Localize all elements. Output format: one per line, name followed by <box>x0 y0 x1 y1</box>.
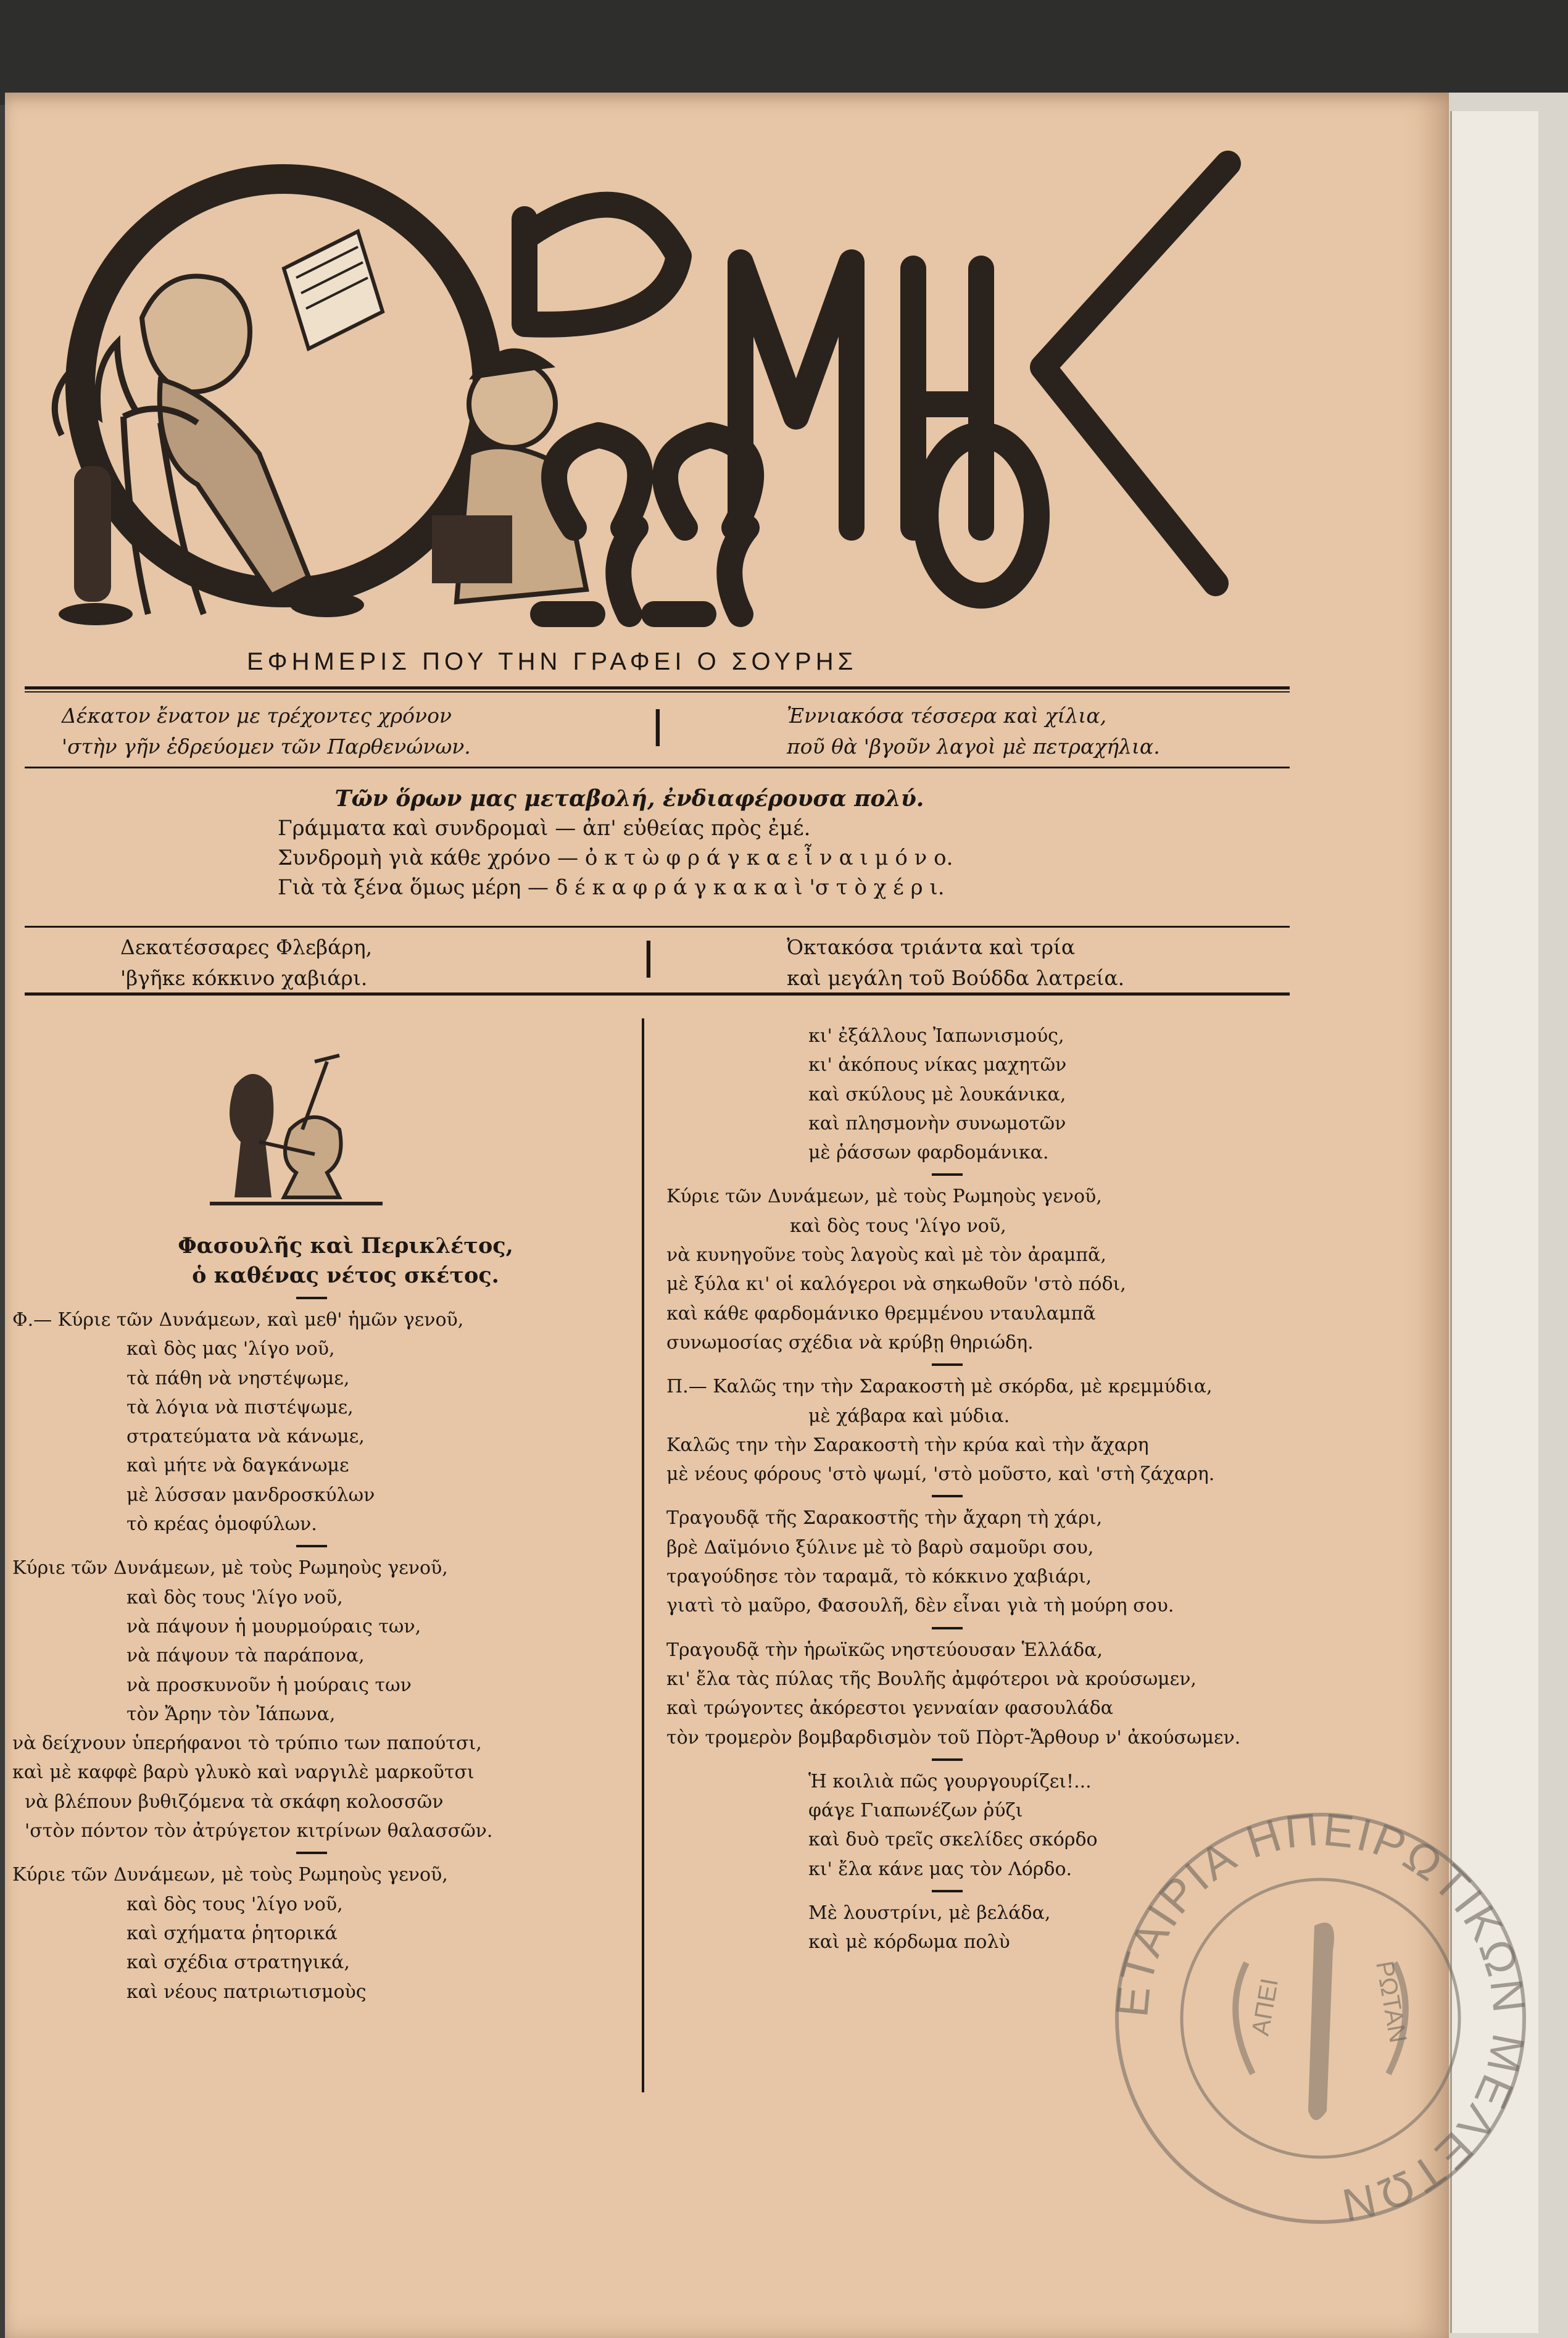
verse-line: τὰ λόγια νὰ πιστέψωμε, <box>127 1396 354 1418</box>
stanza <box>666 1021 1376 1167</box>
verse-line: καὶ δὸς μας 'λίγο νοῦ, <box>127 1338 335 1360</box>
verse-line: νὰ δείχνουν ὑπερήφανοι τὸ τρύπιο των παπούτσι, <box>12 1733 482 1755</box>
dateline-right-line: Ὀκτακόσα τριάντα καὶ τρία <box>787 935 1076 959</box>
dateline-left-line: Δεκατέσσαρες Φλεβάρη, <box>120 935 373 959</box>
verse-line: τραγούδησε τὸν ταραμᾶ, τὸ κόκκινο χαβιάρι, <box>666 1566 1092 1588</box>
masthead-illustration <box>37 145 1271 651</box>
section-dash <box>932 1363 963 1366</box>
verse-line: Κύριε τῶν Δυνάμεων, μὲ τοὺς Ρωμηοὺς γενοῦ, <box>12 1557 448 1579</box>
separator-mark: | <box>642 935 655 978</box>
verse-line: νὰ κυνηγοῦνε τοὺς λαγοὺς καὶ μὲ τὸν ἀραμπᾶ, <box>666 1244 1106 1267</box>
verse-line: καὶ μήτε νὰ δαγκάνωμε <box>127 1455 349 1477</box>
verse-line: νὰ βλέπουν βυθιζόμενα τὰ σκάφη κολοσσῶν <box>25 1791 444 1813</box>
verse-line: καὶ κάθε φαρδομάνικο θρεμμένου νταυλαμπᾶ <box>666 1302 1096 1325</box>
masthead-subtitle: ΕΦΗΜΕΡΙΣ ΠΟΥ ΤΗΝ ΓΡΑΦΕΙ Ο ΣΟΥΡΗΣ <box>247 648 858 675</box>
section-dash <box>932 1890 963 1892</box>
section-dash <box>932 1173 963 1176</box>
verse-line: τὸ κρέας ὁμοφύλων. <box>127 1513 317 1536</box>
verse-line: τὰ πάθη νὰ νηστέψωμε, <box>127 1367 350 1389</box>
verse-line: καὶ μὲ καφφὲ βαρὺ γλυκὸ καὶ ναργιλὲ μαρκοῦτσι <box>12 1762 475 1784</box>
verse-line: καὶ δὸς τους 'λίγο νοῦ, <box>127 1586 343 1608</box>
stamp-inner-left: ΑΠΕΙ <box>1247 1976 1284 2038</box>
motto-left-line: Δέκατον ἔνατον με τρέχοντες χρόνον <box>62 704 452 728</box>
subscription-heading: Τῶν ὅρων μας μεταβολή, ἐνδιαφέρουσα πολύ. <box>334 786 924 812</box>
dateline-left <box>120 932 614 994</box>
verse-line: τὸν τρομερὸν βομβαρδισμὸν τοῦ Πὸρτ-Ἄρθουρ ν' ἀκούσωμεν. <box>666 1726 1241 1749</box>
section-dash <box>296 1297 327 1299</box>
book-binding <box>0 0 1568 105</box>
dateline-right <box>787 932 1342 994</box>
verse-line: νὰ πάψουν τὰ παράπονα, <box>127 1645 365 1667</box>
verse-line: καὶ τρώγοντες ἀκόρεστοι γενναίαν φασουλάδα <box>666 1697 1114 1720</box>
verse-line: μὲ λύσσαν μανδροσκύλων <box>127 1484 375 1506</box>
poem-title: Φασουλῆς καὶ Περικλέτος, <box>178 1233 513 1258</box>
verse-line: καὶ σκύλους μὲ λουκάνικα, <box>808 1083 1066 1105</box>
poem-subtitle: ὁ καθένας νέτος σκέτος. <box>192 1263 499 1288</box>
separator-mark: | <box>651 704 665 747</box>
verse-line: κι' ἔλα κάνε μας τὸν Λόρδο. <box>808 1858 1072 1880</box>
column-divider <box>642 1018 644 2092</box>
figures-illustration <box>210 1049 383 1210</box>
verse-line: Μὲ λουστρίνι, μὲ βελάδα, <box>808 1902 1051 1924</box>
subscription-line: Γράμματα καὶ συνδρομαὶ — ἀπ' εὐθείας πρὸς ἐμέ. <box>278 816 811 841</box>
rule-motto <box>25 767 1290 768</box>
subscription-block <box>259 784 1000 902</box>
section-dash <box>296 1852 327 1854</box>
rule-top <box>25 686 1290 689</box>
verse-line: Φ.— Κύριε τῶν Δυνάμεων, καὶ μεθ' ἡμῶν γενοῦ, <box>12 1309 464 1331</box>
rule-dateline-bottom <box>25 992 1290 996</box>
motto-left-line: 'στὴν γῆν ἑδρεύομεν τῶν Παρθενώνων. <box>62 734 471 759</box>
masthead <box>37 145 1271 651</box>
verse-line: νὰ προσκυνοῦν ἡ μούραις των <box>127 1674 412 1696</box>
verse-line: 'στὸν πόντον τὸν ἀτρύγετον κιτρίνων θαλασσῶν. <box>25 1820 493 1842</box>
verse-line: γιατὶ τὸ μαῦρο, Φασουλῆ, δὲν εἶναι γιὰ τὴ μούρη σου. <box>666 1595 1174 1617</box>
verse-line: στρατεύματα νὰ κάνωμε, <box>127 1426 365 1448</box>
section-dash <box>932 1627 963 1629</box>
verse-line: καὶ νέους πατριωτισμοὺς <box>127 1981 367 2003</box>
verse-line: βρὲ Δαϊμόνιο ξύλινε μὲ τὸ βαρὺ σαμοῦρι σου, <box>666 1536 1094 1558</box>
section-dash <box>296 1545 327 1547</box>
left-column <box>12 1231 629 2007</box>
subscription-line: Γιὰ τὰ ξένα ὅμως μέρη — δ έ κ α φ ρ ά γ κ α κ α ὶ 'σ τ ὸ χ έ ρ ι. <box>278 875 945 900</box>
verse-line: Κύριε τῶν Δυνάμεων, μὲ τοὺς Ρωμηοὺς γενοῦ, <box>12 1864 448 1886</box>
verse-line: Τραγουδᾷ τὴν ἡρωϊκῶς νηστεύουσαν Ἑλλάδα, <box>666 1639 1103 1661</box>
verse-line: καὶ σχέδια στρατηγικά, <box>127 1952 350 1974</box>
stanza <box>12 1860 629 2006</box>
verse-line: καὶ σχήματα ῥητορικά <box>127 1922 338 1944</box>
verse-line: καὶ δυὸ τρεῖς σκελίδες σκόρδο <box>808 1829 1098 1851</box>
verse-line: συνωμοσίας σχέδια νὰ κρύβῃ θηριώδη. <box>666 1331 1034 1354</box>
verse-line: Ἡ κοιλιὰ πῶς γουργουρίζει!... <box>808 1770 1092 1792</box>
rule-top-thin <box>25 691 1290 693</box>
verse-line: μὲ ῥάσσων φαρδομάνικα. <box>808 1142 1049 1164</box>
rule-dateline-top <box>25 926 1290 928</box>
stamp-inner-right: ΡΩΤΑΝ <box>1371 1958 1412 2045</box>
verse-line: κι' ἐξάλλους Ἰαπωνισμούς, <box>808 1025 1064 1047</box>
motto-right-line: ποῦ θὰ 'βγοῦν λαγοὶ μὲ πετραχήλια. <box>787 734 1160 759</box>
verse-line: μὲ νέους φόρους 'στὸ ψωμί, 'στὸ μοῦστο, καὶ 'στὴ ζάχαρη. <box>666 1463 1215 1486</box>
stanza <box>12 1305 629 1539</box>
stanza <box>666 1182 1376 1357</box>
stanza <box>666 1372 1376 1489</box>
motto-right <box>787 701 1342 762</box>
library-stamp <box>1105 1802 1537 2234</box>
dateline-right-line: καὶ μεγάλη τοῦ Βούδδα λατρεία. <box>787 966 1125 990</box>
section-dash <box>932 1758 963 1761</box>
stanza <box>666 1504 1376 1620</box>
verse-line: Τραγουδᾷ τῆς Σαρακοστῆς τὴν ἄχαρη τὴ χάρι, <box>666 1507 1103 1529</box>
verse-line: καὶ δὸς τους 'λίγο νοῦ, <box>127 1893 343 1915</box>
verse-line: καὶ πλησμονὴν συνωμοτῶν <box>808 1112 1066 1134</box>
verse-line: Κύριε τῶν Δυνάμεων, μὲ τοὺς Ρωμηοὺς γενοῦ, <box>666 1186 1102 1208</box>
stamp-ring-text: ΕΤΑΙΡΙΑ ΗΠΕΙΡΩΤΙΚΩΝ ΜΕΛΕΤΩΝ <box>1106 1803 1536 2232</box>
verse-line: μὲ χάβαρα καὶ μύδια. <box>808 1405 1010 1427</box>
verse-line: καὶ μὲ κόρδωμα πολὺ <box>808 1931 1010 1953</box>
verse-line: κι' ἀκόπους νίκας μαχητῶν <box>808 1054 1067 1076</box>
verse-line: μὲ ξύλα κι' οἱ καλόγεροι νὰ σηκωθοῦν 'στὸ πόδι, <box>666 1273 1126 1296</box>
verse-line: καὶ δὸς τους 'λίγο νοῦ, <box>790 1215 1006 1237</box>
stanza <box>666 1636 1376 1752</box>
verse-line: φάγε Γιαπωνέζων ῥύζι <box>808 1800 1023 1822</box>
motto-right-line: Ἐννιακόσα τέσσερα καὶ χίλια, <box>787 704 1107 728</box>
dateline-left-line: 'βγῆκε κόκκινο χαβιάρι. <box>120 966 368 990</box>
verse-line: Π.— Καλῶς την τὴν Σαρακοστὴ μὲ σκόρδα, μὲ κρεμμύδια, <box>666 1376 1213 1398</box>
verse-line: Καλῶς την τὴν Σαρακοστὴ τὴν κρύα καὶ τὴν ἄχαρη <box>666 1434 1149 1456</box>
verse-line: νὰ πάψουν ἡ μουρμούραις των, <box>127 1615 421 1637</box>
verse-line: κι' ἔλα τὰς πύλας τῆς Βουλῆς ἀμφότεροι νὰ κρούσωμεν, <box>666 1668 1197 1690</box>
motto-left <box>62 701 617 762</box>
subscription-line: Συνδρομὴ γιὰ κάθε χρόνο — ὀ κ τ ὼ φ ρ ά γ κ α ε ἶ ν α ι μ ό ν ο. <box>278 846 953 870</box>
stanza <box>12 1554 629 1845</box>
section-dash <box>932 1495 963 1497</box>
verse-line: τὸν Ἄρην τὸν Ἰάπωνα, <box>127 1703 336 1725</box>
